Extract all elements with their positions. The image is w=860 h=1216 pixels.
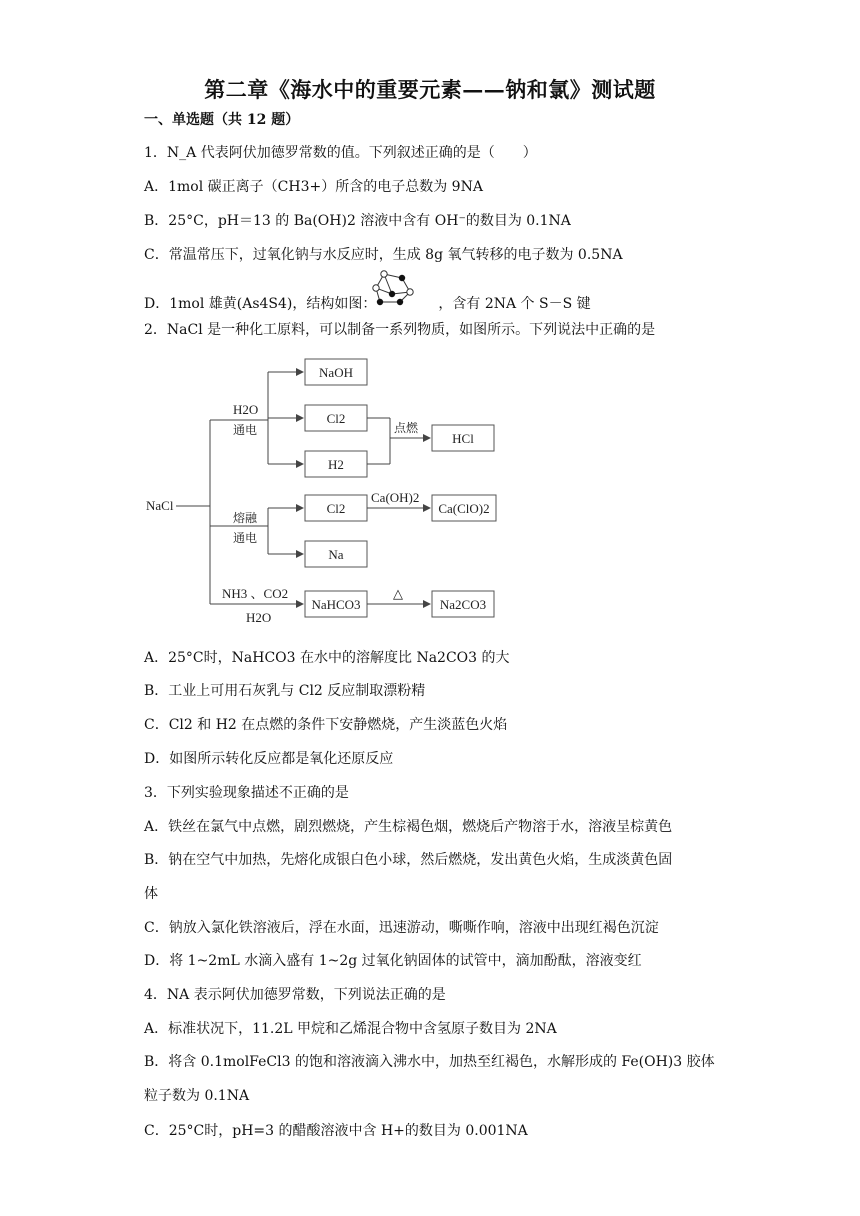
- q1-stem: 1．N_A 代表阿伏加德罗常数的值。下列叙述正确的是（ ）: [144, 145, 537, 161]
- scheme-h2: H2: [328, 457, 344, 472]
- q3-option-b: B．钠在空气中加热，先熔化成银白色小球，然后燃烧，发出黄色火焰，生成淡黄色固: [144, 852, 673, 868]
- scheme-na2co3: Na2CO3: [439, 597, 487, 612]
- nacl-reaction-scheme: [138, 352, 508, 634]
- q4-option-b: B．将含 0.1molFeCl3 的饱和溶液滴入沸水中，加热至红褐色，水解形成的 Fe(OH)3 胶体: [144, 1054, 715, 1070]
- scheme-cl2-b: Cl2: [326, 501, 346, 516]
- scheme-cond2-top: 熔融: [233, 511, 258, 525]
- scheme-cond3-top: NH3 、CO2: [222, 586, 289, 601]
- scheme-nahco3: NaHCO3: [311, 597, 361, 612]
- q1-option-d-text: D．1mol 雄黄(As4S4)，结构如图：: [144, 296, 377, 312]
- q4-option-b-continued: 粒子数为 0.1NA: [144, 1088, 250, 1104]
- q3-stem: 3．下列实验现象描述不正确的是: [144, 785, 349, 801]
- as4s4-structure-figure: [370, 268, 418, 308]
- q2-option-a: A．25°C时，NaHCO3 在水中的溶解度比 Na2CO3 的大: [144, 650, 510, 666]
- scheme-heat: △: [393, 586, 403, 601]
- scheme-cond2-bottom: 通电: [233, 531, 258, 545]
- q2-option-d: D．如图所示转化反应都是氧化还原反应: [144, 751, 394, 767]
- scheme-ignite: 点燃: [394, 421, 419, 435]
- q1-option-d-tail: ，含有 2NA 个 S－S 键: [438, 296, 591, 312]
- scheme-cond3-bottom: H2O: [246, 610, 272, 625]
- scheme-caclo2: Ca(ClO)2: [438, 501, 490, 516]
- q1-option-a: A．1mol 碳正离子（CH3+）所含的电子总数为 9NA: [144, 179, 483, 195]
- q4-stem: 4．NA 表示阿伏加德罗常数，下列说法正确的是: [144, 987, 446, 1003]
- q4-option-c: C．25°C时，pH=3 的醋酸溶液中含 H+的数目为 0.001NA: [144, 1123, 528, 1139]
- scheme-cl2-a: Cl2: [326, 411, 346, 426]
- scheme-naoh: NaOH: [319, 365, 353, 380]
- q2-option-b: B．工业上可用石灰乳与 Cl2 反应制取漂粉精: [144, 683, 426, 699]
- q3-option-c: C．钠放入氯化铁溶液后，浮在水面，迅速游动，嘶嘶作响，溶液中出现红褐色沉淀: [144, 920, 659, 936]
- q3-option-d: D．将 1~2mL 水滴入盛有 1~2g 过氧化钠固体的试管中，滴加酚酞，溶液变红: [144, 953, 642, 969]
- scheme-cond1-bottom: 通电: [233, 423, 258, 437]
- q1-option-c: C．常温常压下，过氧化钠与水反应时，生成 8g 氧气转移的电子数为 0.5NA: [144, 247, 623, 263]
- q4-option-a: A．标准状况下，11.2L 甲烷和乙烯混合物中含氢原子数目为 2NA: [144, 1021, 557, 1037]
- scheme-cond1-top: H2O: [233, 402, 259, 417]
- q3-option-a: A．铁丝在氯气中点燃，剧烈燃烧，产生棕褐色烟，燃烧后产物溶于水，溶液呈棕黄色: [144, 819, 673, 835]
- q1-option-d: [144, 294, 591, 314]
- q2-stem: 2．NaCl 是一种化工原料，可以制备一系列物质，如图所示。下列说法中正确的是: [144, 322, 656, 338]
- q2-option-c: C．Cl2 和 H2 在点燃的条件下安静燃烧，产生淡蓝色火焰: [144, 717, 508, 733]
- section-heading: 一、单选题（共 12 题）: [144, 112, 300, 128]
- q3-option-b-continued: 体: [144, 886, 158, 902]
- scheme-start-nacl: NaCl: [146, 498, 174, 513]
- q1-option-b: B．25°C，pH＝13 的 Ba(OH)2 溶液中含有 OH⁻的数目为 0.1NA: [144, 213, 571, 229]
- scheme-hcl: HCl: [452, 431, 474, 446]
- document-title: 第二章《海水中的重要元素——钠和氯》测试题: [204, 77, 656, 102]
- scheme-na: Na: [328, 547, 344, 562]
- scheme-caoh2: Ca(OH)2: [371, 490, 420, 505]
